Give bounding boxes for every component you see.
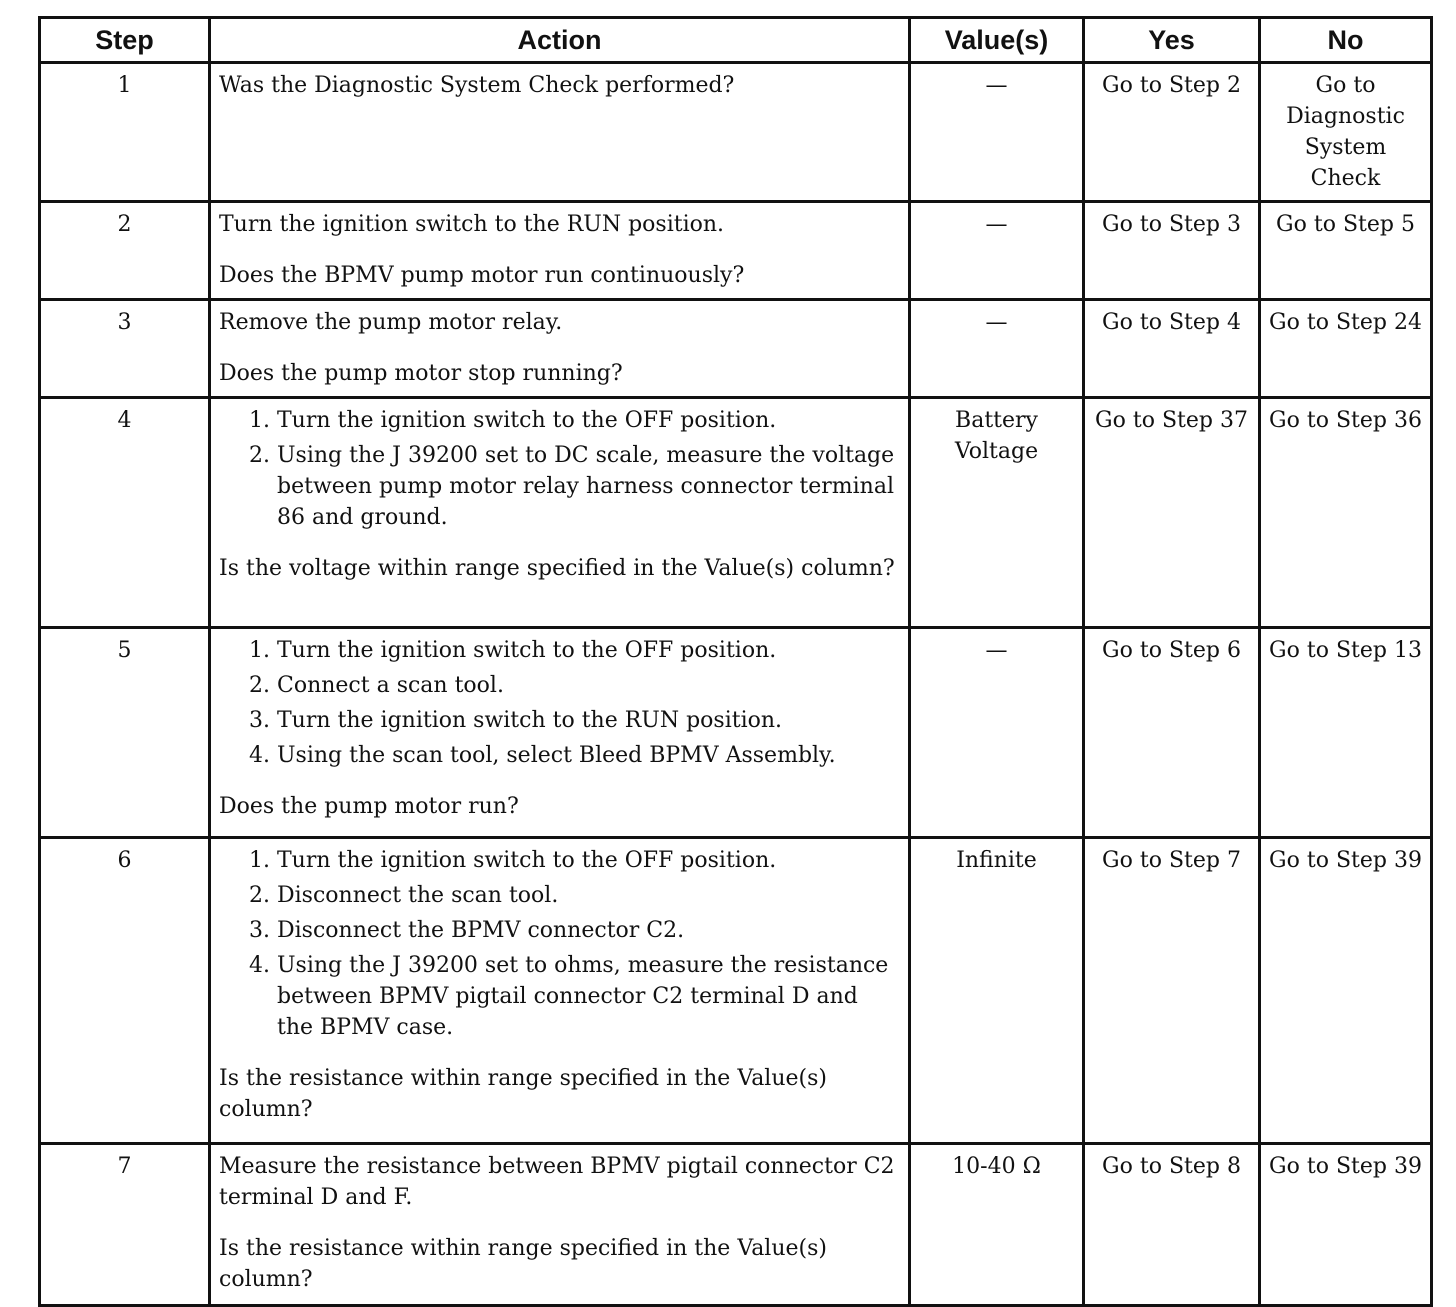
action-cell (210, 398, 910, 628)
yes-cell: Go to Step 8 (1084, 1144, 1260, 1306)
action-substep: 1. Turn the ignition switch to the OFF position. (277, 635, 900, 666)
header-step: Step (40, 18, 210, 63)
yes-cell: Go to Step 6 (1084, 628, 1260, 838)
table-row (40, 202, 1432, 300)
action-substeps (219, 845, 900, 1043)
action-cell (210, 300, 910, 398)
yes-cell: Go to Step 3 (1084, 202, 1260, 300)
no-cell: Go to Diagnostic System Check (1260, 63, 1432, 202)
action-substep: 4. Using the J 39200 set to ohms, measure the resistance between BPMV pigtail connector C2 terminal D and the BPMV case. (277, 950, 900, 1043)
value-cell: Battery Voltage (910, 398, 1084, 628)
action-question: Does the pump motor stop running? (219, 361, 623, 386)
value-cell: — (910, 63, 1084, 202)
table-row (40, 628, 1432, 838)
action-substep: 1. Turn the ignition switch to the OFF position. (277, 845, 900, 876)
action-substep: 2. Using the J 39200 set to DC scale, measure the voltage between pump motor relay harness connector terminal 86 and ground. (277, 440, 900, 533)
table-row (40, 1144, 1432, 1306)
step-number: 4 (40, 398, 210, 628)
no-cell: Go to Step 39 (1260, 1144, 1432, 1306)
action-substep: 3. Turn the ignition switch to the RUN position. (277, 705, 900, 736)
table-row (40, 300, 1432, 398)
no-cell: Go to Step 39 (1260, 838, 1432, 1144)
action-substep: 4. Using the scan tool, select Bleed BPMV Assembly. (277, 740, 900, 771)
action-cell (210, 202, 910, 300)
no-cell: Go to Step 5 (1260, 202, 1432, 300)
action-instruction: Remove the pump motor relay. (219, 310, 563, 335)
header-row (40, 18, 1432, 63)
yes-cell: Go to Step 37 (1084, 398, 1260, 628)
header-action: Action (210, 18, 910, 63)
value-cell: — (910, 300, 1084, 398)
table-row (40, 63, 1432, 202)
no-cell: Go to Step 24 (1260, 300, 1432, 398)
action-substeps (219, 405, 900, 533)
action-cell (210, 838, 910, 1144)
action-instruction: Was the Diagnostic System Check performed? (219, 73, 735, 98)
action-instruction: Turn the ignition switch to the RUN position. (219, 212, 725, 237)
action-substep: 2. Connect a scan tool. (277, 670, 900, 701)
action-question: Does the BPMV pump motor run continuously? (219, 263, 745, 288)
header-no: No (1260, 18, 1432, 63)
action-cell (210, 63, 910, 202)
yes-cell: Go to Step 2 (1084, 63, 1260, 202)
step-number: 5 (40, 628, 210, 838)
yes-cell: Go to Step 4 (1084, 300, 1260, 398)
value-cell: Infinite (910, 838, 1084, 1144)
table-row (40, 838, 1432, 1144)
action-substep: 3. Disconnect the BPMV connector C2. (277, 915, 900, 946)
header-yes: Yes (1084, 18, 1260, 63)
value-cell: — (910, 628, 1084, 838)
step-number: 2 (40, 202, 210, 300)
action-cell (210, 1144, 910, 1306)
header-values: Value(s) (910, 18, 1084, 63)
action-cell (210, 628, 910, 838)
value-cell: 10-40 Ω (910, 1144, 1084, 1306)
no-cell: Go to Step 13 (1260, 628, 1432, 838)
action-substeps (219, 635, 900, 771)
value-cell: — (910, 202, 1084, 300)
step-number: 3 (40, 300, 210, 398)
step-number: 6 (40, 838, 210, 1144)
action-question: Is the voltage within range specified in the Value(s) column? (219, 556, 895, 581)
table-row (40, 398, 1432, 628)
action-substep: 2. Disconnect the scan tool. (277, 880, 900, 911)
diagnostic-table (38, 16, 1433, 1307)
step-number: 1 (40, 63, 210, 202)
action-substep: 1. Turn the ignition switch to the OFF position. (277, 405, 900, 436)
action-question: Does the pump motor run? (219, 794, 519, 819)
action-instruction: Measure the resistance between BPMV pigtail connector C2 terminal D and F. (219, 1154, 895, 1210)
step-number: 7 (40, 1144, 210, 1306)
no-cell: Go to Step 36 (1260, 398, 1432, 628)
action-question: Is the resistance within range specified in the Value(s) column? (219, 1066, 827, 1122)
action-question: Is the resistance within range specified in the Value(s) column? (219, 1236, 827, 1292)
yes-cell: Go to Step 7 (1084, 838, 1260, 1144)
